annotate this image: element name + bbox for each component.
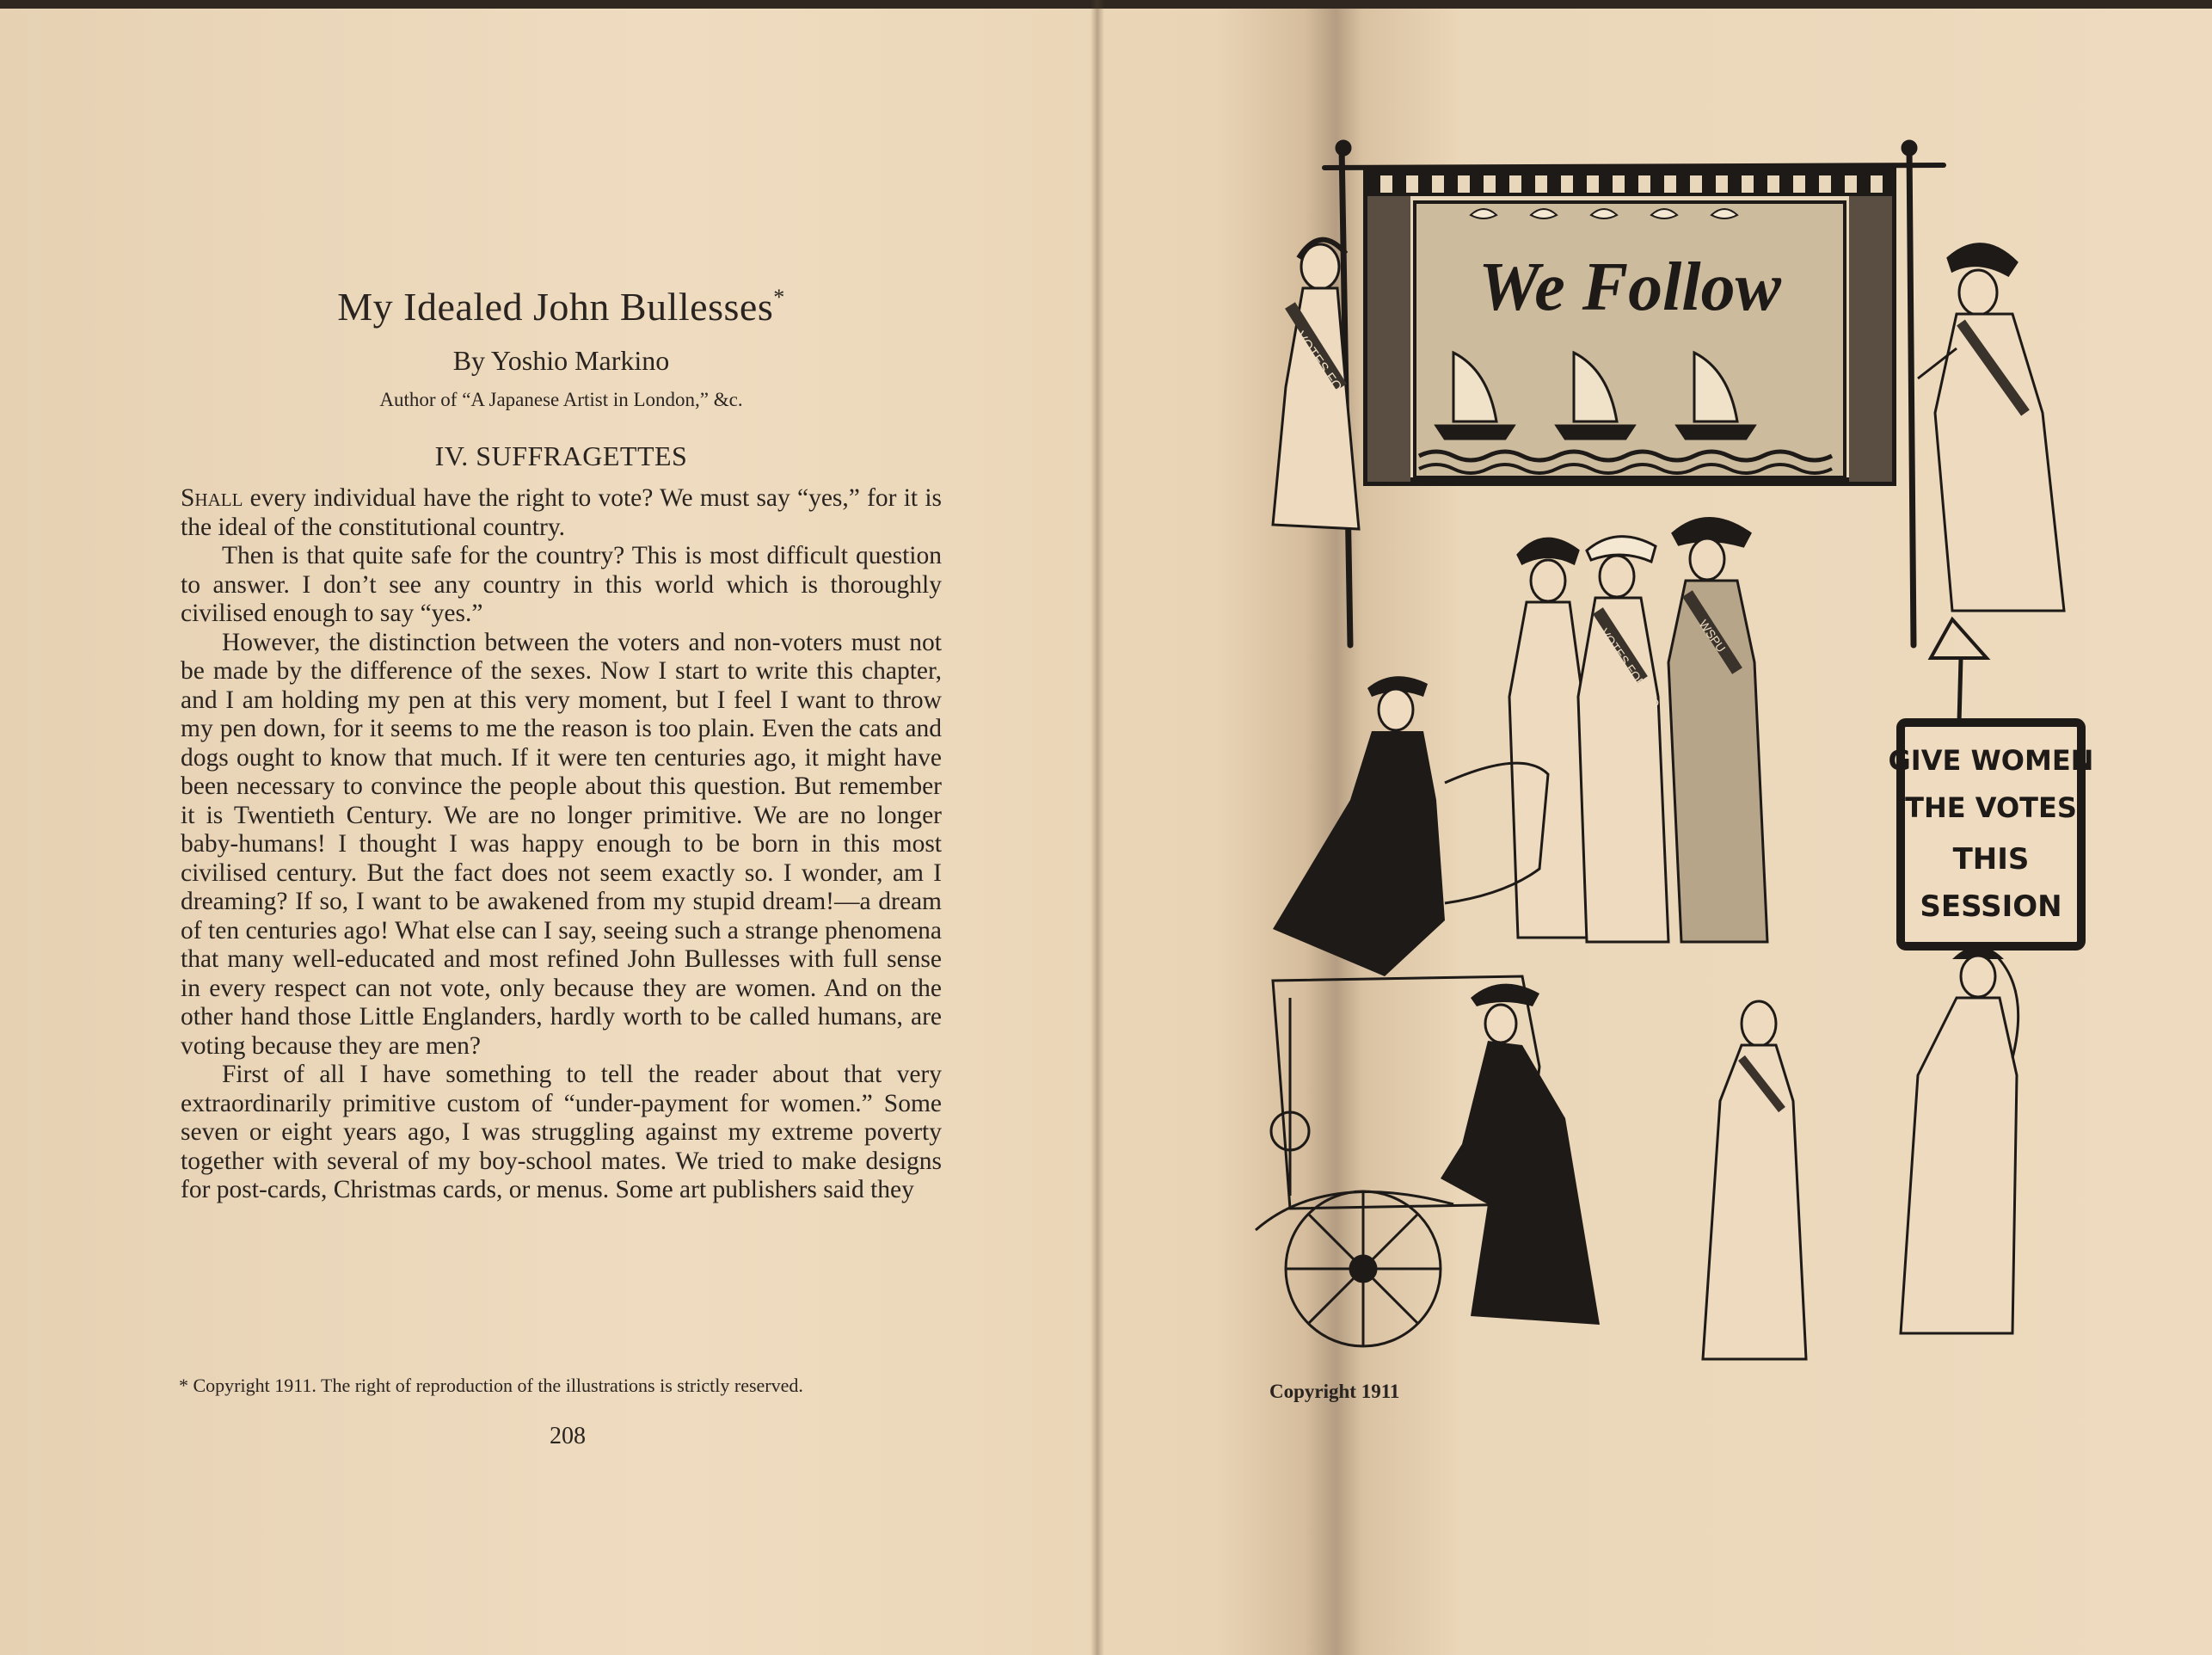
illustration-copyright: Copyright 1911 [1269, 1381, 1400, 1402]
paragraph-1 [181, 484, 942, 542]
placard-line-2: THE VOTES [1905, 791, 2077, 824]
sash-text-left: VOTES FO [1292, 329, 1345, 395]
paragraph-2: Then is that quite safe for the country? This is most difficult question to answer. I don’t see any country in this world which is thoroughly civilised enough to say “yes.” [181, 542, 942, 627]
footnote: * Copyright 1911. The right of reproduction of the illustrations is strictly reserved. [179, 1375, 803, 1396]
banner-crossbar [1324, 165, 1944, 168]
pole-finial-right [1902, 140, 1917, 156]
placard-line-1: GIVE WOMEN [1888, 744, 2094, 777]
figure-woman-bending [1441, 984, 1600, 1325]
pole-finial-left [1336, 140, 1351, 156]
banner-text: We Follow [1478, 249, 1781, 325]
sash-text-center: VOTES FOR WO [1597, 625, 1663, 711]
article-title [181, 284, 942, 329]
paragraph-4: First of all I have something to tell the reader about that very extraordinarily primitive custom of “under-payment for women.” Some seven or eight years ago, I was struggling against my extreme poverty together with several of my boy-school mates. We tried to make designs for post-cards, Christmas cards, or menus. Some art publishers said they [181, 1061, 942, 1203]
placard-line-4: SESSION [1920, 889, 2062, 924]
placard-line-3: THIS [1952, 842, 2030, 877]
lead-word: Shall [181, 484, 243, 512]
figure-woman-back [1703, 1001, 1806, 1359]
footnote-mark: * [773, 285, 785, 310]
figure-seated-woman [1273, 676, 1548, 976]
top-edge [0, 0, 2212, 9]
page-number: 208 [550, 1423, 586, 1449]
left-page [181, 284, 942, 1205]
sash-text-right: WSPU [1696, 617, 1729, 655]
figure-banner-bearer-right [1918, 244, 2064, 611]
title-text: My Idealed John Bullesses [337, 285, 774, 329]
placard-group [1889, 619, 2094, 1333]
banner [1367, 172, 1892, 482]
book-spine [1091, 0, 1104, 1655]
chapter-heading: IV. SUFFRAGETTES [434, 440, 688, 471]
paragraph-text: every individual have the right to vote? We must say “yes,” for it is the ideal of the constitutional country. [181, 484, 942, 541]
paragraph-3: However, the distinction between the voters and non-voters must not be made by the difference of the sexes. Now I start to write this chapter, and I am holding my pen at this very moment, but I feel I want to throw my pen down, for it seems to me the reason is too plain. Even the cats and dogs ought to know that much. If it were ten centuries ago, it might have been necessary to convince the people about this question. But remember it is Twentieth Century. We are no longer primitive. We are no longer baby-humans! I thought I was happy enough to be born in this most civilised century. But the fact does not seem exactly so. I wonder, am I dreaming? If so, I want to be awakened from my stupid dream!—a dream of ten centuries ago! What else can I say, seeing such a strange phenomena that many well-educated and most refined John Bullesses with full sense in every respect can not vote, only because they are women. And on the other hand those Little Englanders, hardly worth to be called humans, are voting because they are men? [181, 628, 942, 1060]
suffragette-illustration [1238, 129, 2098, 1394]
banner-pole-right [1909, 146, 1914, 645]
byline: By Yoshio Markino [452, 345, 670, 376]
author-note: Author of “A Japanese Artist in London,” &c. [379, 389, 743, 410]
figure-group-center [1509, 519, 1767, 943]
